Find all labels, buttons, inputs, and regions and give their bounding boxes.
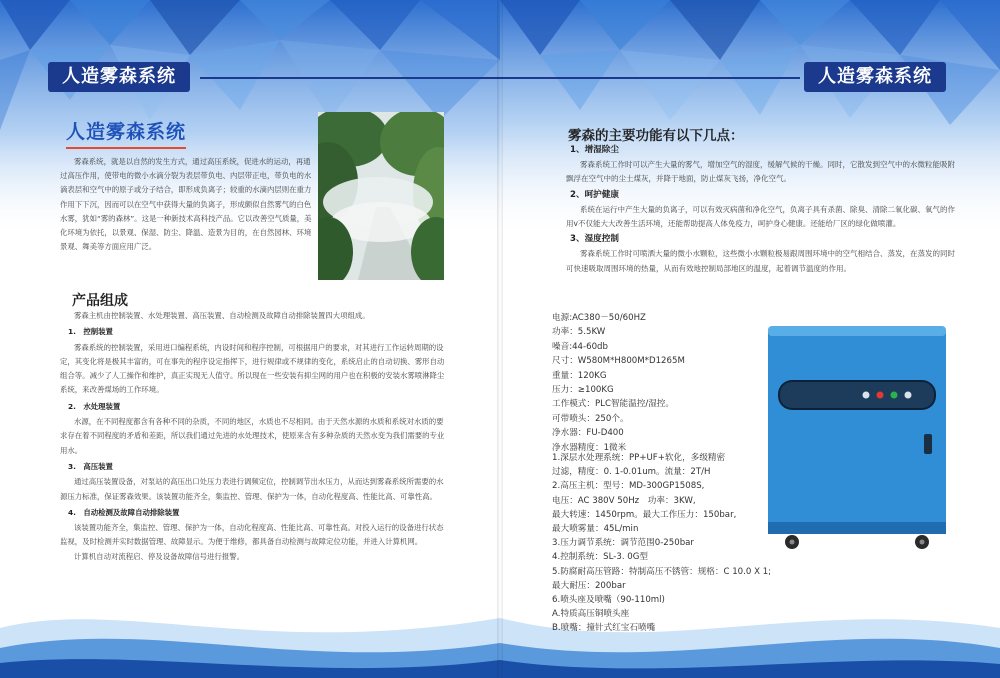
spec-line: 噪音:44-60db — [552, 341, 608, 352]
header-rule — [500, 77, 800, 79]
header-rule — [200, 77, 500, 79]
spec-list — [552, 311, 772, 455]
system-spec-list — [552, 451, 822, 636]
product-composition-body — [60, 309, 446, 564]
spec-line: 6.喷头座及喷嘴（90-110ml) — [552, 595, 665, 606]
functions-list — [566, 142, 958, 276]
spec-line: A.特质高压铜喷头座 — [552, 609, 630, 620]
spec-line: 压力：≥100KG — [552, 385, 614, 396]
page-title: 人造雾森系统 — [66, 117, 186, 149]
functions-title: 雾森的主要功能有以下几点： — [568, 128, 744, 144]
spec-line: 最大转速：1450rpm。最大工作压力：150bar, — [552, 509, 737, 520]
spec-line: 尺寸：W580M*H800M*D1265M — [552, 356, 685, 367]
spec-line: 净水器：FU-D400 — [552, 428, 624, 439]
spec-line: 电压：AC 380V 50Hz 功率：3KW, — [552, 495, 696, 506]
function-heading: 2、呵护健康 — [570, 189, 619, 200]
section-title-product-composition: 产品组成 — [72, 293, 128, 309]
bottom-wave-decoration — [0, 588, 500, 678]
spec-line: 最大耐压：200bar — [552, 580, 626, 591]
header-badge: 人造雾森系统 — [804, 62, 946, 92]
spec-line: 1.深层水处理系统：PP+UF+软化，多级精密 — [552, 453, 726, 463]
item-heading: 4. 自动检测及故障自动排除装置 — [68, 507, 180, 517]
header-badge: 人造雾森系统 — [48, 62, 190, 92]
mist-garden-photo — [318, 112, 444, 280]
intro-paragraph: 雾森系统，就是以自然的发生方式，通过高压系统，促进水的运动，再通过高压作用，使带电的微小水滴分裂为表层带负电、内层带正电，带负电的水滴表层和空气中的原子或分子结合，即形成负离子；较重的水滴内层则在重力作用下下沉，因而可以在空气中获得大量的负离子，形成颇似自然雾气的白色水雾，犹如“雾的森林”。这是一种新技术高科技产品。它以改善空气质量，美化环境为依托，以景观、保湿、防尘、降温、造景为目的，在自然园林、环境景观、舞美等方面应用广泛。 — [60, 157, 312, 252]
spec-line: 过滤，精度：0. 1-0.01um。流量：2T/H — [552, 467, 711, 478]
spec-line: 2.高压主机：型号：MD-300GP1508S, — [552, 481, 705, 492]
spec-line: 电源:AC380－50/60HZ — [552, 313, 646, 323]
spec-line: 3.压力调节系统：调节范围0-250bar — [552, 538, 694, 549]
function-text: 雾森系统工作时可喷洒大量的微小水颗粒，这些微小水颗粒极易跟周围环境中的空气相结合、蒸发，在蒸发的同时可快速吸取周围环境的热量，从而有效地控制局部地区的温度，起着调节温度的作用。 — [566, 249, 955, 273]
spec-line: 4.控制系统：SL-3. 0G型 — [552, 552, 649, 563]
spec-line: 重量：120KG — [552, 370, 607, 381]
closing-text: 计算机自动对流程启、停及设备故障信号进行报警。 — [74, 551, 244, 561]
item-text: 通过高压装置设备，对泵站的高压出口处压力表进行调频定位，控制调节出水压力，从而达到雾森系统所需要的水源压力标准，保证雾森效果。该装置功能齐全，集监控、管理、保护为一体，自动化程度高、性能比高、可靠性高。 — [60, 477, 444, 501]
section-intro: 雾森主机由控制装置、水处理装置、高压装置、自动检测及故障自动排除装置四大项组成。 — [74, 311, 370, 320]
spec-line: 5.防腐耐高压管路：特制高压不锈管：规格：C 10.0 X 1; — [552, 566, 772, 577]
item-heading: 3. 高压装置 — [68, 461, 113, 471]
spec-line: 净水器精度：1微米 — [552, 442, 627, 453]
item-text: 该装置功能齐全，集监控、管理、保护为一体，自动化程度高、性能比高、可靠性高。对投入运行的设备进行状态监视，及时检测并实时数据管理、故障显示。为便于维修，都具备自动检测与故障定位功能，并进入计算机网。 — [60, 523, 444, 547]
spec-line: 最大喷雾量：45L/min — [552, 524, 639, 535]
right-page — [500, 0, 1000, 678]
spec-line: 可带喷头：250个。 — [552, 413, 629, 424]
page-spine — [497, 0, 503, 678]
item-text: 雾森系统的控制装置，采用进口编程系统，内设时间和程序控制，可根据用户的要求，对其进行工作运转周期的设定，其变化将是极其丰富的，可在事先的程序设定指挥下，进行规律或不规律的变化，系统启止的自动切换、雾形自动组合等。减少了人工操作和维护，真正实现无人值守。所以现在一些安装有抑尘网的用户也在积极的安装水雾喷淋降尘系统，来改善煤场的工作环境。 — [60, 342, 445, 395]
spec-line: 功率：5.5KW — [552, 327, 606, 338]
item-heading: 2. 水处理装置 — [68, 401, 121, 411]
function-text: 雾森系统工作时可以产生大量的雾气，增加空气的湿度，缓解气候的干燥。同时，它散发到空气中的水微粒能吸附飘浮在空气中的尘土煤灰，并降于地面，防止煤灰飞扬，净化空气。 — [566, 160, 955, 184]
spec-line: 工作模式：PLC智能温控/湿控。 — [552, 399, 674, 410]
function-text: 系统在运行中产生大量的负离子，可以有效灭病菌和净化空气，负离子具有杀菌、除臭、清除二氧化碳、氧气的作用v不仅能大大改善生活环境，还能帮助提高人体免疫力，呵护身心健康。还能给厂区的绿化做喷灌。 — [566, 204, 955, 229]
item-text: 水源，在不同程度都含有各种不同的杂质，不同的地区，水质也不尽相同。由于天然水源的水质和系统对水质的要求存在着不同程度的矛盾和差距，所以我们通过先进的水处理技术，使原来含有多种杂质的天然水变为我们需要的专业用水。 — [60, 417, 445, 455]
item-heading: 1. 控制装置 — [68, 327, 113, 337]
spec-line: B.喷嘴：撞针式红宝石喷嘴 — [552, 623, 656, 634]
function-heading: 3、湿度控制 — [570, 234, 619, 245]
function-heading: 1、增湿除尘 — [570, 145, 619, 155]
